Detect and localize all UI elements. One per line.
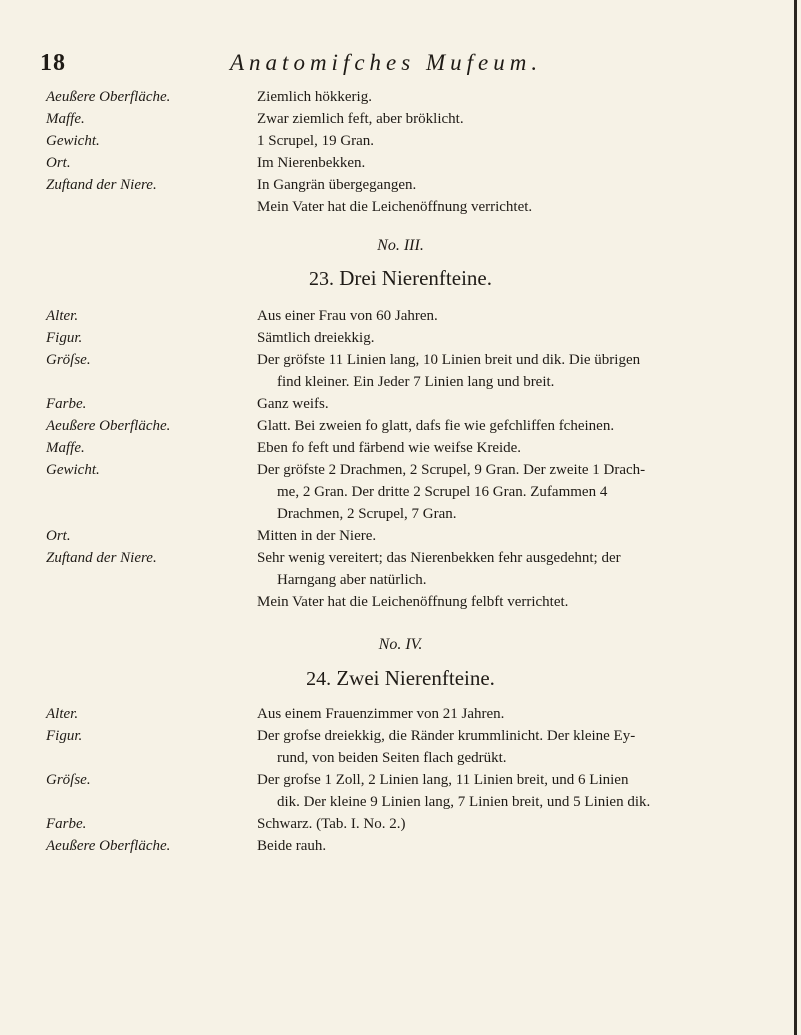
field-value: Eben fo feft und färbend wie weifse Kreide. (257, 440, 522, 456)
field-label: Zuftand der Niere. (46, 177, 157, 193)
field-value: Sehr wenig vereitert; das Nierenbekken fehr ausgedehnt; der (257, 550, 621, 566)
field-value: Ziemlich hökkerig. (257, 89, 372, 105)
field-value: Schwarz. (Tab. I. No. 2.) (257, 816, 406, 832)
field-label: Gewicht. (46, 462, 100, 478)
field-value: Der gröfste 11 Linien lang, 10 Linien breit und dik. Die übrigen (257, 352, 641, 368)
field-value: Aus einem Frauenzimmer von 21 Jahren. (257, 706, 505, 722)
field-label: Gröſse. (46, 352, 91, 368)
field-value: Beide rauh. (257, 838, 327, 854)
field-value: Zwar ziemlich feft, aber bröklicht. (257, 111, 464, 127)
page-edge-divider (794, 0, 797, 1035)
field-label: Aeußere Oberfläche. (46, 838, 171, 854)
field-value: Der gröfste 2 Drachmen, 2 Scrupel, 9 Gran. Der zweite 1 Drach- (257, 462, 646, 478)
section-title-number: 24. (306, 668, 332, 690)
field-value: Drachmen, 2 Scrupel, 7 Gran. (277, 506, 457, 522)
field-label: Figur. (46, 728, 83, 744)
field-label: Alter. (46, 308, 79, 324)
section-title-number: 23. (308, 268, 334, 290)
field-value: Ganz weifs. (257, 396, 329, 412)
field-label: Aeußere Oberfläche. (46, 89, 171, 105)
field-value: In Gangrän übergegangen. (257, 177, 417, 193)
field-value: me, 2 Gran. Der dritte 2 Scrupel 16 Gran. Zufammen 4 (277, 484, 608, 500)
field-value: find kleiner. Ein Jeder 7 Linien lang und breit. (277, 374, 555, 390)
field-label: Alter. (46, 706, 79, 722)
section-number: No. IV. (378, 636, 423, 653)
field-value: Der grofse dreiekkig, die Ränder krummlinicht. Der kleine Ey- (257, 728, 636, 744)
section-title (0, 666, 801, 691)
field-label: Zuftand der Niere. (46, 550, 157, 566)
field-value: dik. Der kleine 9 Linien lang, 7 Linien breit, und 5 Linien dik. (277, 794, 651, 810)
field-value: Sämtlich dreiekkig. (257, 330, 375, 346)
running-title: Anatomifches Mufeum. (230, 50, 543, 75)
field-label: Farbe. (46, 816, 87, 832)
field-label: Farbe. (46, 396, 87, 412)
section-title (0, 266, 801, 291)
section-number: No. III. (377, 237, 424, 254)
note-text: Mein Vater hat die Leichenöffnung verrichtet. (257, 199, 533, 215)
field-value: Mitten in der Niere. (257, 528, 377, 544)
field-label: Gewicht. (46, 133, 100, 149)
field-label: Ort. (46, 155, 71, 171)
field-label: Ort. (46, 528, 71, 544)
field-label: Figur. (46, 330, 83, 346)
field-value: Glatt. Bei zweien fo glatt, dafs fie wie gefchliffen fcheinen. (257, 418, 615, 434)
field-value: Harngang aber natürlich. (277, 572, 427, 588)
field-label: Maffe. (46, 440, 85, 456)
section-title-text: Drei Nierenfteine. (339, 266, 492, 290)
page-number: 18 (40, 50, 66, 76)
field-value: Im Nierenbekken. (257, 155, 366, 171)
field-label: Gröſse. (46, 772, 91, 788)
section-title-text: Zwei Nierenfteine. (336, 666, 495, 690)
field-value: Aus einer Frau von 60 Jahren. (257, 308, 438, 324)
field-label: Maffe. (46, 111, 85, 127)
field-value: 1 Scrupel, 19 Gran. (257, 133, 375, 149)
field-value: Der grofse 1 Zoll, 2 Linien lang, 11 Linien breit, und 6 Linien (257, 772, 629, 788)
field-value: rund, von beiden Seiten flach gedrükt. (277, 750, 507, 766)
note-text: Mein Vater hat die Leichenöffnung felbft verrichtet. (257, 594, 569, 610)
field-label: Aeußere Oberfläche. (46, 418, 171, 434)
